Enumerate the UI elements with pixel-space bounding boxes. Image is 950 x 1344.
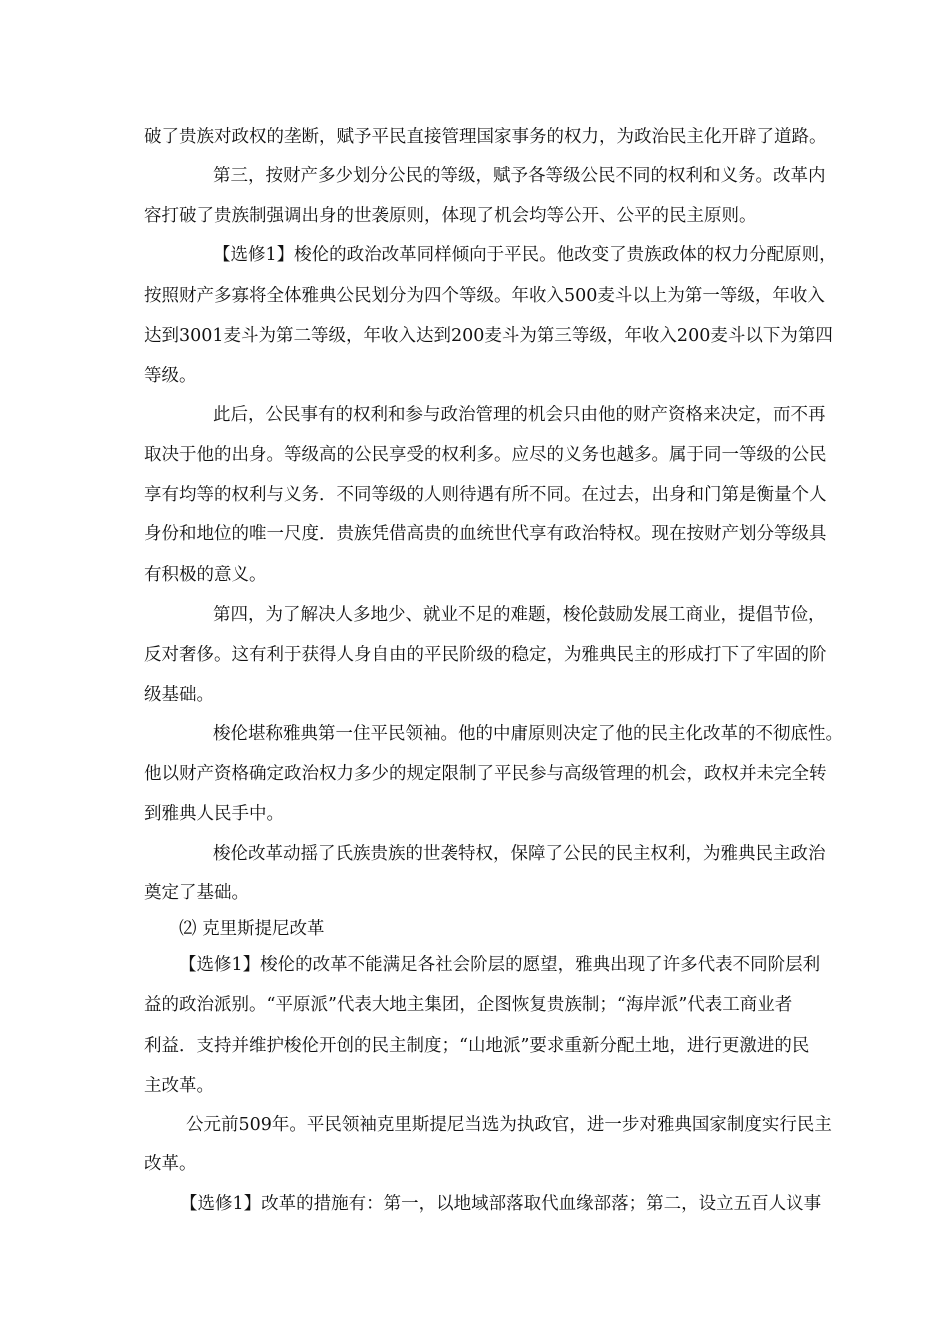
text-line: 奠定了基础。 <box>144 883 249 903</box>
text-line: 此后，公民事有的权利和参与政治管理的机会只由他的财产资格来决定，而不再 <box>213 405 826 425</box>
text-line: 他以财产资格确定政治权力多少的规定限制了平民参与高级管理的机会，政权并未完全转 <box>144 764 827 784</box>
text-line: 梭伦改革动摇了氏族贵族的世袭特权，保障了公民的民主权利，为雅典民主政治 <box>213 844 826 864</box>
text-line: 破了贵族对政权的垄断，赋予平民直接管理国家事务的权力，为政治民主化开辟了道路。 <box>144 127 827 147</box>
text-line: 梭伦堪称雅典第一住平民领袖。他的中庸原则决定了他的民主化改革的不彻底性。 <box>213 724 843 744</box>
text-line: 等级。 <box>144 366 197 386</box>
text-line: 取决于他的出身。等级高的公民享受的权利多。应尽的义务也越多。属于同一等级的公民 <box>144 445 827 465</box>
text-line: 达到3001麦斗为第二等级，年收入达到200麦斗为第三等级，年收入200麦斗以下为第四 <box>144 326 833 346</box>
text-line: 益的政治派别。“平原派”代表大地主集团，企图恢复贵族制；“海岸派”代表工商业者 <box>144 995 793 1015</box>
text-line: 改革。 <box>144 1154 197 1174</box>
text-line: 主改革。 <box>144 1076 214 1096</box>
text-line: 【选修1】梭伦的政治改革同样倾向于平民。他改变了贵族政体的权力分配原则， <box>213 245 837 265</box>
text-line: 第三，按财产多少划分公民的等级，赋予各等级公民不同的权利和义务。改革内 <box>213 166 826 186</box>
text-line: 容打破了贵族制强调出身的世袭原则，体现了机会均等公开、公平的民主原则。 <box>144 206 757 226</box>
text-line: 第四，为了解决人多地少、就业不足的难题，梭伦鼓励发展工商业，提倡节俭， <box>213 605 826 625</box>
text-line: 利益．支持并维护梭伦开创的民主制度；“山地派”要求重新分配土地，进行更激进的民 <box>144 1036 810 1056</box>
text-line: 反对奢侈。这有利于获得人身自由的平民阶级的稳定，为雅典民主的形成打下了牢固的阶 <box>144 645 827 665</box>
text-line: 【选修1】改革的措施有：第一，以地域部落取代血缘部落；第二，设立五百人议事 <box>180 1194 822 1214</box>
text-line: 身份和地位的唯一尺度．贵族凭借高贵的血统世代享有政治特权。现在按财产划分等级具 <box>144 524 827 544</box>
text-line: 公元前509年。平民领袖克里斯提尼当选为执政官，进一步对雅典国家制度实行民主 <box>186 1115 832 1135</box>
text-line: 【选修1】梭伦的改革不能满足各社会阶层的愿望，雅典出现了许多代表不同阶层利 <box>179 955 821 975</box>
text-line: 享有均等的权利与义务．不同等级的人则待遇有所不同。在过去，出身和门第是衡量个人 <box>144 485 827 505</box>
text-line: 按照财产多寡将全体雅典公民划分为四个等级。年收入500麦斗以上为第一等级，年收入 <box>144 286 825 306</box>
text-line: 有积极的意义。 <box>144 565 267 585</box>
text-line: 级基础。 <box>144 685 214 705</box>
text-line: 到雅典人民手中。 <box>144 804 284 824</box>
section-heading: ⑵ 克里斯提尼改革 <box>179 919 325 939</box>
